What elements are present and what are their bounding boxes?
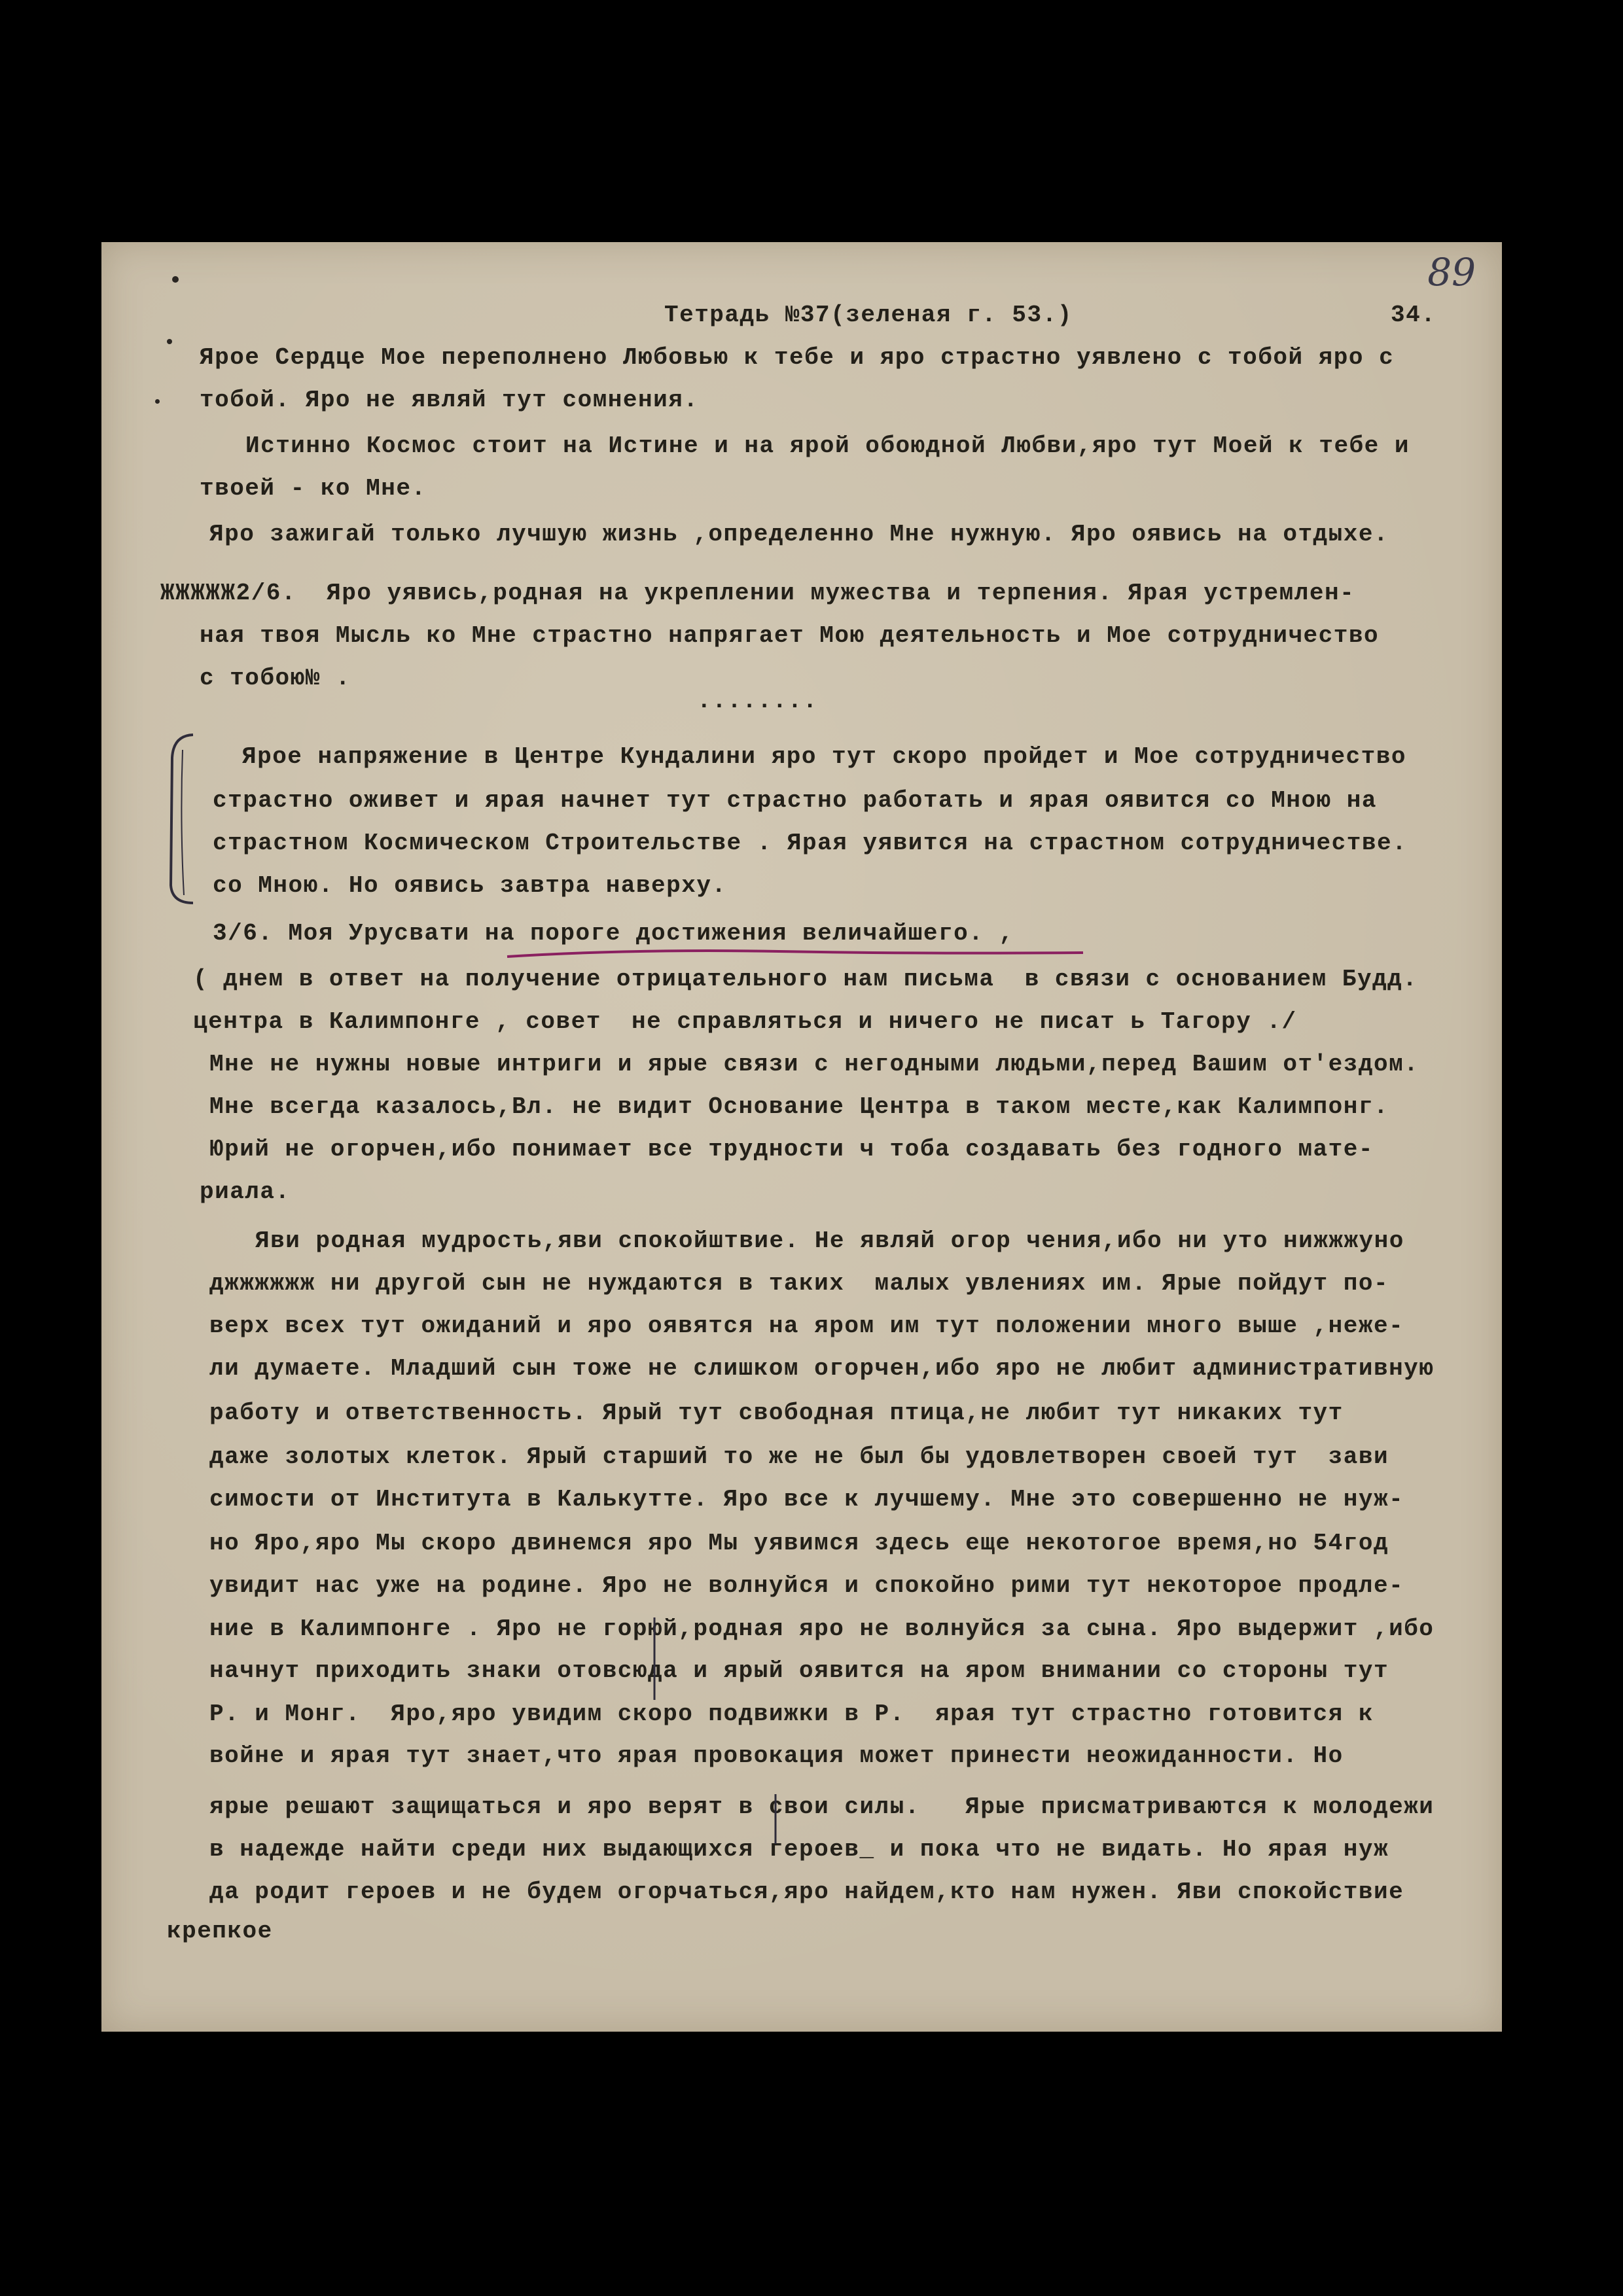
text-line: джжжжжж ни другой сын не нуждаются в таких малых увлениях им. Ярые пойдут по-: [209, 1270, 1389, 1297]
text-line: увидит нас уже на родине. Яро не волнуйся и спокойно рими тут некоторое продле-: [209, 1572, 1404, 1599]
text-line: страстно оживет и ярая начнет тут страстно работать и ярая оявится со Мною на: [213, 787, 1377, 814]
text-line: но Яро,яро Мы скоро двинемся яро Мы уявимся здесь еще некотогое время,но 54год: [209, 1530, 1389, 1557]
text-line: ние в Калимпонге . Яро не горюй,родная яро не волнуйся за сына. Яро выдержит ,ибо: [209, 1616, 1435, 1642]
text-line: работу и ответственность. Ярый тут свободная птица,не любит тут никаких тут: [209, 1400, 1344, 1426]
text-line: тобой. Яро не являй тут сомнения.: [200, 387, 699, 414]
pencil-mark: [772, 1793, 779, 1845]
text-line: Яро зажигай только лучшую жизнь ,определенно Мне нужную. Яро оявись на отдыхе.: [209, 521, 1389, 548]
handwritten-page-number: 89: [1427, 250, 1476, 294]
text-line: Юрий не огорчен,ибо понимает все трудности ч тоба создавать без годного мате-: [209, 1136, 1374, 1163]
text-line: Яви родная мудрость,яви спокойштвие. Не являй огор чения,ибо ни уто нижжжуно: [255, 1227, 1404, 1254]
text-line: со Мною. Но оявись завтра наверху.: [213, 872, 727, 899]
text-line: риала.: [200, 1178, 291, 1205]
text-line: Мне всегда казалось,Вл. не видит Основание Центра в таком месте,как Калимпонг.: [209, 1093, 1389, 1120]
text-line: да родит героев и не будем огорчаться,яро найдем,кто нам нужен. Яви спокойствие: [209, 1879, 1404, 1905]
text-line: верх всех тут ожиданий и яро оявятся на яром им тут положении много выше ,нежe-: [209, 1313, 1404, 1339]
ink-dot: [155, 399, 160, 404]
text-line: крепкое: [167, 1918, 273, 1945]
text-line: Ярое Сердце Мое переполнено Любовью к тебе и яро страстно уявлено с тобой яро с: [200, 344, 1395, 371]
text-line: ная твоя Мысль ко Мне страстно напрягает Мою деятельность и Мое сотрудничество: [200, 622, 1380, 649]
text-line: ярые решают защищаться и яро верят в свои силы. Ярые присматриваются к молодежи: [209, 1793, 1435, 1820]
text-line: с тобою№ .: [200, 665, 351, 692]
ink-dot: [172, 276, 179, 283]
text-line: ( днем в ответ на получение отрицательного нам письма в связи с основанием Будд.: [193, 966, 1418, 993]
text-line: даже золотых клеток. Ярый старший то же не был бы удовлетворен своей тут зави: [209, 1443, 1389, 1470]
text-line: страстном Космическом Строительстве . Ярая уявится на страстном сотрудничестве.: [213, 830, 1408, 857]
text-line: Ярое напряжение в Центре Кундалини яро тут скоро пройдет и Мое сотрудничество: [242, 743, 1406, 770]
text-line: в надежде найти среди них выдающихся героев_ и пока что не видать. Но ярая нуж: [209, 1836, 1389, 1863]
text-line: ли думаете. Младший сын тоже не слишком огорчен,ибо яро не любит административную: [209, 1355, 1435, 1382]
purple-underline: [504, 945, 1086, 962]
document-page: [101, 242, 1502, 2032]
pencil-mark: [651, 1616, 658, 1701]
text-line: 3/6. Моя Урусвати на пороге достижения величайшего. ,: [213, 920, 1014, 947]
text-line: войне и ярая тут знает,что ярая провокация может принести неожиданности. Но: [209, 1742, 1344, 1769]
header-title: Тетрадь №37(зеленая г. 53.): [664, 302, 1073, 328]
text-line: ЖЖЖЖЖ2/6. Яро уявись,родная на укреплении мужества и терпения. Ярая устремлен-: [160, 580, 1355, 607]
text-line: Р. и Монг. Яро,яро увидим скоро подвижки в Р. ярая тут страстно готовится к: [209, 1701, 1374, 1727]
text-line: центра в Калимпонге , совет не справляться и ничего не писат ь Тагору ./: [193, 1008, 1297, 1035]
text-line: Мне не нужны новые интриги и ярые связи с негодными людьми,перед Вашим от'ездом.: [209, 1051, 1419, 1078]
text-line: твоей - ко Мне.: [200, 475, 427, 502]
ink-dot: [167, 339, 172, 344]
text-line: начнут приходить знаки отовсюда и ярый оявится на яром внимании со стороны тут: [209, 1657, 1389, 1684]
pencil-bracket: [160, 732, 200, 908]
text-line: Истинно Космос стоит на Истине и на ярой обоюдной Любви,яро тут Моей к тебе и: [245, 433, 1410, 459]
text-line: симости от Института в Калькутте. Яро все к лучшему. Мне это совершенно не нуж-: [209, 1486, 1404, 1513]
separator-dots: ........: [697, 688, 818, 715]
header-page-number: 34.: [1391, 302, 1436, 328]
